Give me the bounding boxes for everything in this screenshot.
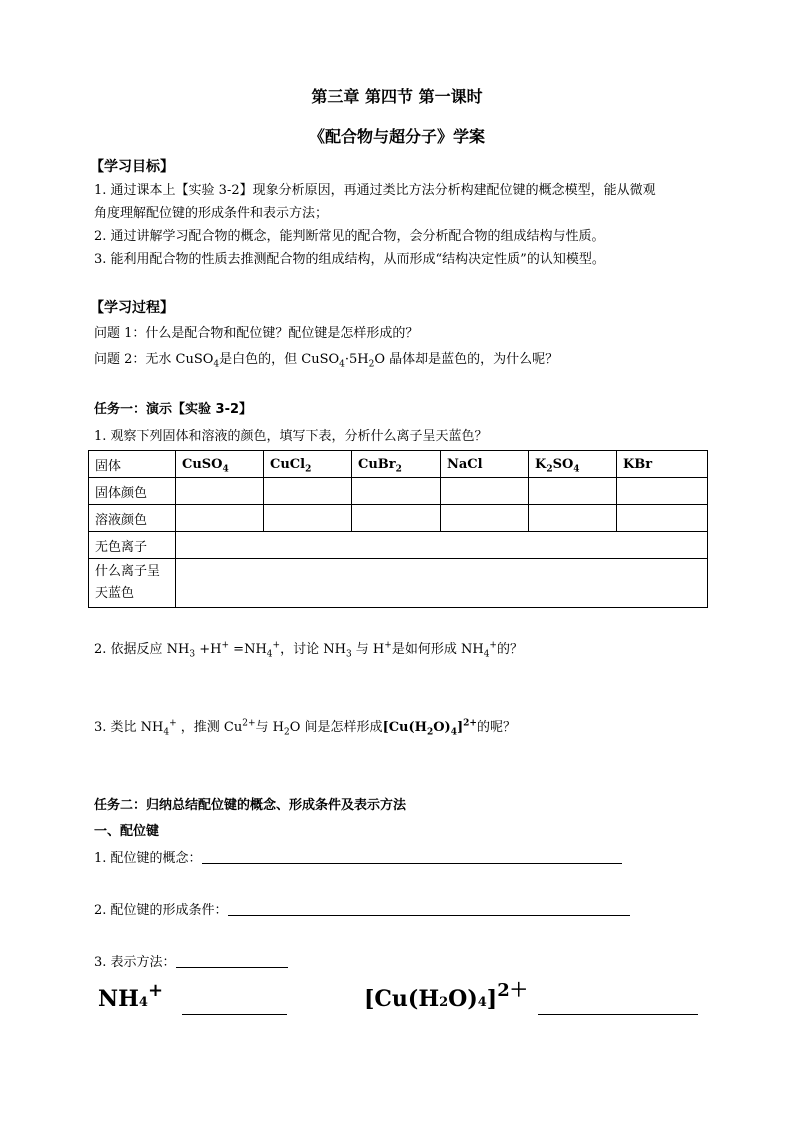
observation-table	[88, 450, 708, 608]
answer-cell[interactable]	[176, 478, 264, 505]
section-coordinate-bond: 一、配位键	[94, 824, 160, 839]
table-row-colorless-ion	[89, 532, 708, 559]
answer-cell[interactable]	[617, 478, 708, 505]
conditions-prompt: 2. 配位键的形成条件：	[94, 901, 630, 921]
answer-cell[interactable]	[352, 505, 441, 532]
compound-k2so4: $K_2SO_4$	[529, 451, 617, 478]
task-1-instruction: 1. 观察下列固体和溶液的颜色，填写下表，分析什么离子呈天蓝色？	[94, 429, 488, 444]
objective-1-line-2: 角度理解配位键的形成条件和表示方法；	[94, 206, 329, 221]
row-label-solution-color: 溶液颜色	[89, 505, 176, 532]
task-1-item-2: 2. 依据反应 $NH_3 +H^+ =NH_4^+$，讨论 $NH_3$ 与 H+是如何形成 $NH_4^+$的？	[94, 640, 523, 660]
concept-prompt: 1. 配位键的概念：	[94, 849, 622, 869]
compound-cucl2: CuCl$_2$	[264, 451, 352, 478]
representation-answer-blank[interactable]	[176, 953, 288, 968]
row-label-blue-ion: 什么离子呈 天蓝色	[89, 559, 176, 608]
table-row-solution-color	[89, 505, 708, 532]
process-heading: 【学习过程】	[90, 300, 174, 316]
concept-answer-blank[interactable]	[202, 849, 622, 864]
row-label-solid-color: 固体颜色	[89, 478, 176, 505]
answer-cell[interactable]	[529, 478, 617, 505]
formula-nh4: NH4+	[98, 980, 164, 1012]
answer-cell[interactable]	[529, 505, 617, 532]
chapter-title: 第三章 第四节 第一课时	[311, 87, 483, 106]
objective-2: 2. 通过讲解学习配合物的概念，能判断常见的配合物，会分析配合物的组成结构与性质。	[94, 229, 605, 244]
task-1-heading: 任务一：演示【实验 3-2】	[94, 402, 253, 417]
objective-3: 3. 能利用配合物的性质去推测配合物的组成结构，从而形成“结构决定性质”的认知模型。	[94, 252, 605, 267]
question-2: 问题 2：无水 CuSO$_4$是白色的，但 $CuSO_4\cdot 5H_2O$ 晶体却是蓝色的，为什么呢？	[94, 352, 559, 370]
compound-cubr2: CuBr$_2$	[352, 451, 441, 478]
table-header-row	[89, 451, 708, 478]
answer-cell-wide[interactable]	[176, 532, 708, 559]
answer-cell[interactable]	[264, 505, 352, 532]
compound-cuso4: CuSO$_4$	[176, 451, 264, 478]
compound-kbr: KBr	[617, 451, 708, 478]
question-1: 问题 1：什么是配合物和配位键？配位键是怎样形成的？	[94, 326, 419, 341]
answer-cell[interactable]	[441, 478, 529, 505]
answer-cell[interactable]	[176, 505, 264, 532]
objectives-heading: 【学习目标】	[90, 159, 174, 175]
compound-nacl: NaCl	[441, 451, 529, 478]
representation-prompt: 3. 表示方法：	[94, 953, 288, 973]
task-1-item-3: 3. 类比 $NH_4^+$ ，推测 $Cu^{2+}$与 $H_2O$ 间是怎样形成$[Cu(H_2O)_4]^{2+}$的呢？	[94, 718, 516, 738]
table-row-solid-color	[89, 478, 708, 505]
conditions-answer-blank[interactable]	[228, 901, 630, 916]
worksheet-title: 《配合物与超分子》学案	[308, 127, 485, 146]
table-row-blue-ion	[89, 559, 708, 608]
nh4-answer-blank[interactable]	[182, 1014, 287, 1015]
cu-complex-answer-blank[interactable]	[538, 1014, 698, 1015]
answer-cell[interactable]	[264, 478, 352, 505]
answer-cell-wide[interactable]	[176, 559, 708, 608]
table-header-label: 固体	[89, 451, 176, 478]
answer-cell[interactable]	[441, 505, 529, 532]
task-2-heading: 任务二：归纳总结配位键的概念、形成条件及表示方法	[94, 798, 407, 813]
row-label-colorless-ion: 无色离子	[89, 532, 176, 559]
objective-1-line-1: 1. 通过课本上【实验 3-2】现象分析原因，再通过类比方法分析构建配位键的概念模型，能从微观	[94, 183, 656, 198]
formula-cu-h2o4: $[Cu(H2O)4]^{2+}$	[364, 980, 528, 1012]
answer-cell[interactable]	[352, 478, 441, 505]
answer-cell[interactable]	[617, 505, 708, 532]
